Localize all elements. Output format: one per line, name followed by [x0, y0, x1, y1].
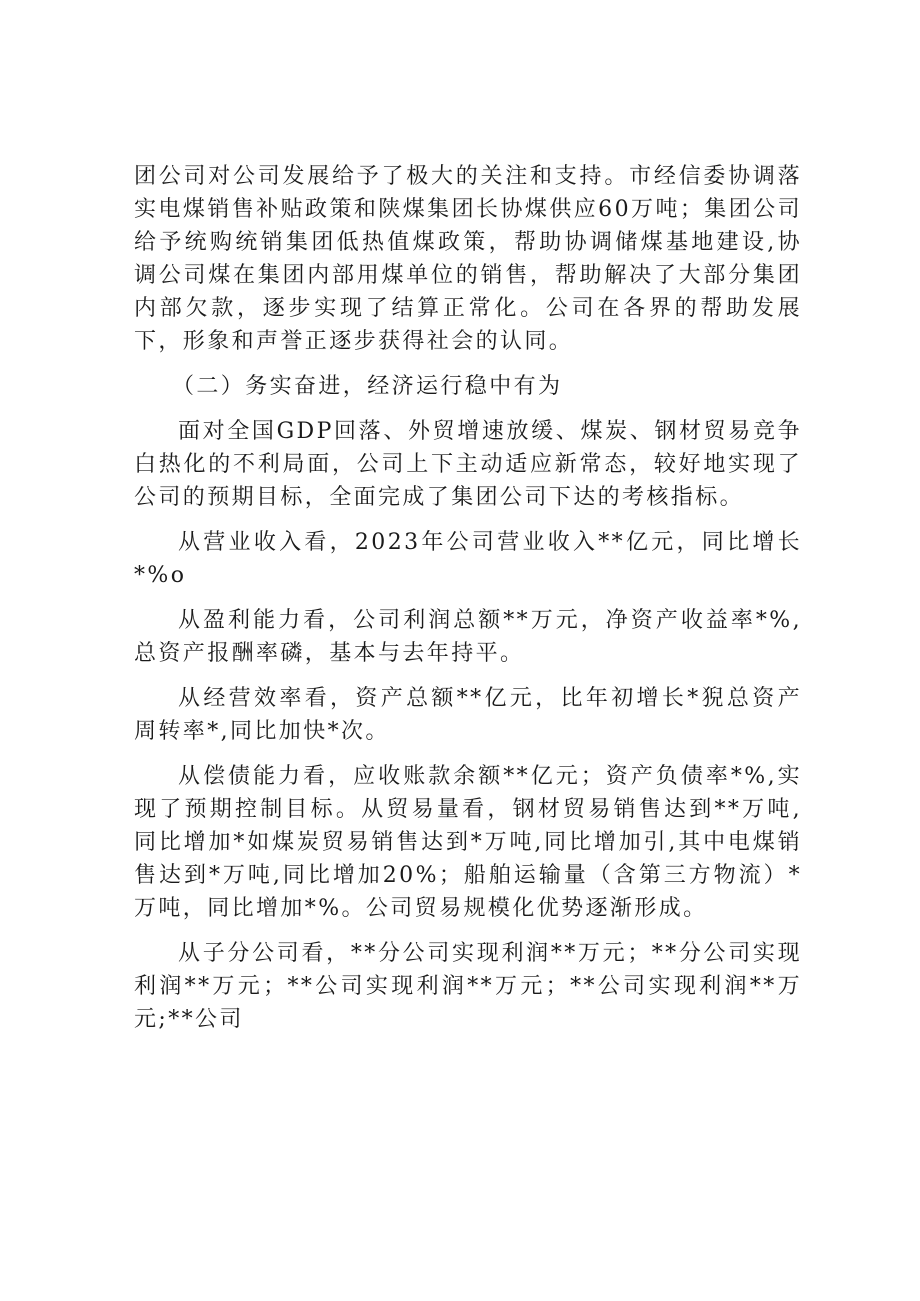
- section-heading-economic-operation: （二）务实奋进，经济运行稳中有为: [172, 374, 563, 399]
- paragraph-revenue: 从营业收入看，2023年公司营业收入**亿元，同比增长*%o: [134, 530, 802, 588]
- paragraph-efficiency: 从经营效率看，资产总额**亿元，比年初增长*猊总资产周转率*,同比加快*次。: [134, 686, 802, 744]
- paragraph-profitability: 从盈利能力看，公司利润总额**万元，净资产收益率*%,总资产报酬率磷，基本与去年持平。: [134, 608, 802, 666]
- document-body: [134, 160, 802, 1048]
- paragraph-solvency-trade: 从偿债能力看，应收账款余额**亿元；资产负债率*%,实现了预期控制目标。从贸易量看，钢材贸易销售达到**万吨,同比增加*如煤炭贸易销售达到*万吨,同比增加引,其中电煤销售达到*万吨,同比增加20%；船舶运输量（含第三方物流）*万吨，同比增加*%。公司贸易规模化优势逐渐形成。: [134, 764, 802, 921]
- paragraph-subsidiaries: 从子分公司看，**分公司实现利润**万元；**分公司实现利润**万元；**公司实现利润**万元；**公司实现利润**万元;**公司: [134, 941, 802, 1032]
- paragraph-overview: 面对全国GDP回落、外贸增速放缓、煤炭、钢材贸易竞争白热化的不利局面，公司上下主动适应新常态，较好地实现了公司的预期目标，全面完成了集团公司下达的考核指标。: [134, 419, 802, 510]
- paragraph-support: 团公司对公司发展给予了极大的关注和支持。市经信委协调落实电煤销售补贴政策和陕煤集团长协煤供应60万吨；集团公司给予统购统销集团低热值煤政策，帮助协调储煤基地建设,协调公司煤在集团内部用煤单位的销售，帮助解决了大部分集团内部欠款，逐步实现了结算正常化。公司在各界的帮助发展下，形象和声誉正逐步获得社会的认同。: [134, 164, 802, 354]
